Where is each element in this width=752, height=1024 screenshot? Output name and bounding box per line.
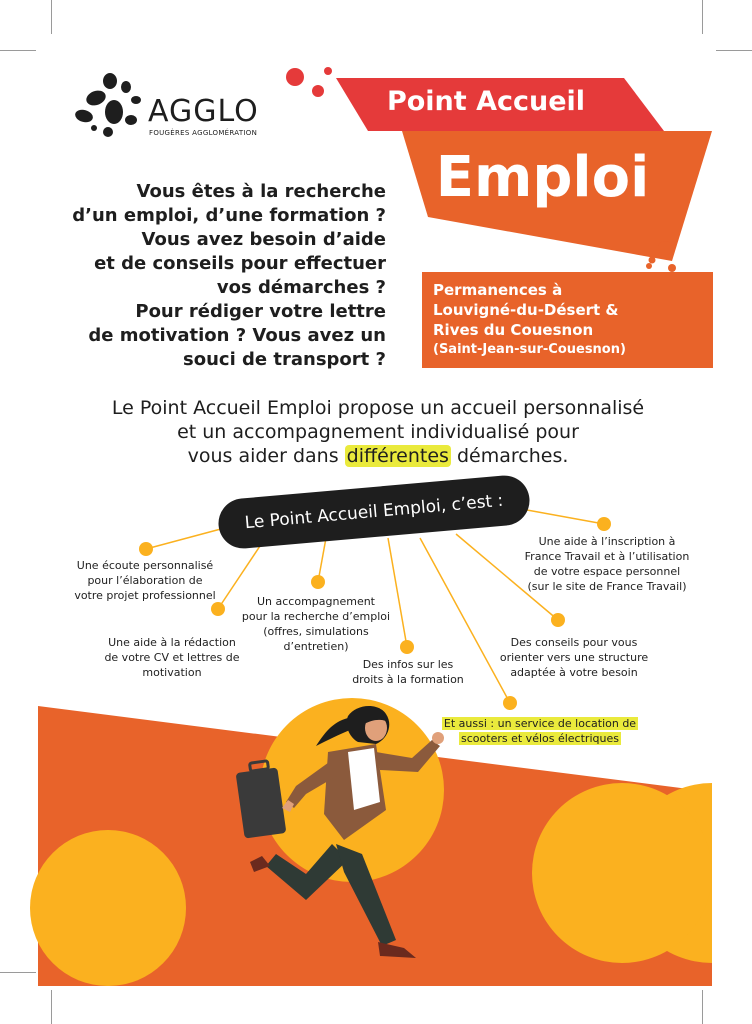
service-line: Un accompagnement (256, 595, 375, 608)
question-line: d’un emploi, d’une formation ? (72, 205, 386, 226)
question-line: Vous êtes à la recherche (136, 181, 386, 202)
question-line: et de conseils pour effectuer (94, 253, 386, 274)
intro-line (60, 444, 696, 468)
service-line: Une aide à la rédaction (108, 636, 236, 649)
bullet-dot (597, 517, 611, 531)
service-inscription (520, 534, 694, 594)
decor-dot (646, 263, 652, 269)
intro-highlight: différentes (346, 445, 449, 467)
service-line: France Travail et à l’utilisation (524, 550, 690, 563)
bullet-dot (211, 602, 225, 616)
permanences-line: (Saint-Jean-sur-Couesnon) (433, 342, 626, 357)
service-line: (offres, simulations (263, 625, 369, 638)
header-title-emploi: Emploi (435, 145, 650, 210)
service-droits (338, 657, 478, 687)
service-line: Une écoute personnalisé (76, 559, 214, 572)
question-line: souci de transport ? (183, 349, 386, 370)
permanences-line: Louvigné-du-Désert & (433, 301, 619, 319)
service-recherche (236, 594, 396, 654)
service-line: pour l’élaboration de (87, 574, 203, 587)
logo-subtitle: FOUGÈRES AGGLOMÉRATION (149, 129, 258, 137)
extra-service-line: scooters et vélos électriques (461, 732, 619, 745)
permanences-line: Rives du Couesnon (433, 321, 594, 339)
service-line: droits à la formation (352, 673, 464, 686)
intro-line: et un accompagnement individualisé pour (177, 421, 579, 443)
permanences-line: Permanences à (433, 281, 563, 299)
intro-text: vous aider dans (187, 445, 345, 467)
service-line: de votre espace personnel (533, 565, 681, 578)
bullet-dot (503, 696, 517, 710)
header-title-point-accueil: Point Accueil (386, 86, 586, 117)
service-line: motivation (142, 666, 202, 679)
intro-paragraph (60, 396, 696, 468)
question-line: Vous avez besoin d’aide (141, 229, 386, 250)
extra-service-note (440, 716, 640, 746)
service-line: orienter vers une structure (499, 651, 649, 664)
agglo-logo-icon (74, 72, 146, 138)
service-line: pour la recherche d’emploi (241, 610, 391, 623)
decor-dot (286, 68, 304, 86)
bullet-dot (139, 542, 153, 556)
intro-line: Le Point Accueil Emploi propose un accueil personnalisé (111, 397, 645, 419)
question-line: Pour rédiger votre lettre (135, 301, 386, 322)
extra-service-line: Et aussi : un service de location de (443, 717, 637, 730)
service-line: votre projet professionnel (74, 589, 216, 602)
decor-dot (658, 241, 672, 255)
pill-label: Le Point Accueil Emploi, c’est : (243, 490, 505, 534)
yellow-circle-left (30, 830, 186, 986)
service-line: Une aide à l’inscription à (538, 535, 676, 548)
decor-dot (324, 67, 332, 75)
yellow-circle-right-full (532, 783, 712, 963)
briefcase-icon (236, 761, 286, 839)
permanences-text (433, 280, 708, 360)
service-line: Des infos sur les (362, 658, 454, 671)
service-line: de votre CV et lettres de (104, 651, 240, 664)
bullet-dot (400, 640, 414, 654)
question-line: vos démarches ? (216, 277, 386, 298)
bullet-dot (311, 575, 325, 589)
logo-wordmark: AGGLO (148, 94, 259, 129)
running-woman-illustration (236, 704, 466, 966)
decor-dot (312, 85, 324, 97)
service-line: d’entretien) (283, 640, 349, 653)
bullet-dot (551, 613, 565, 627)
decor-dot (649, 257, 656, 264)
service-line: adaptée à votre besoin (510, 666, 638, 679)
intro-text: démarches. (450, 445, 569, 467)
service-orientation (494, 635, 654, 680)
service-line: (sur le site de France Travail) (527, 580, 687, 593)
service-line: Des conseils pour vous (510, 636, 638, 649)
questions-block (60, 180, 386, 372)
service-cv (92, 635, 252, 680)
service-ecoute (60, 558, 230, 603)
decor-dot (668, 264, 676, 272)
question-line: de motivation ? Vous avez un (88, 325, 386, 346)
